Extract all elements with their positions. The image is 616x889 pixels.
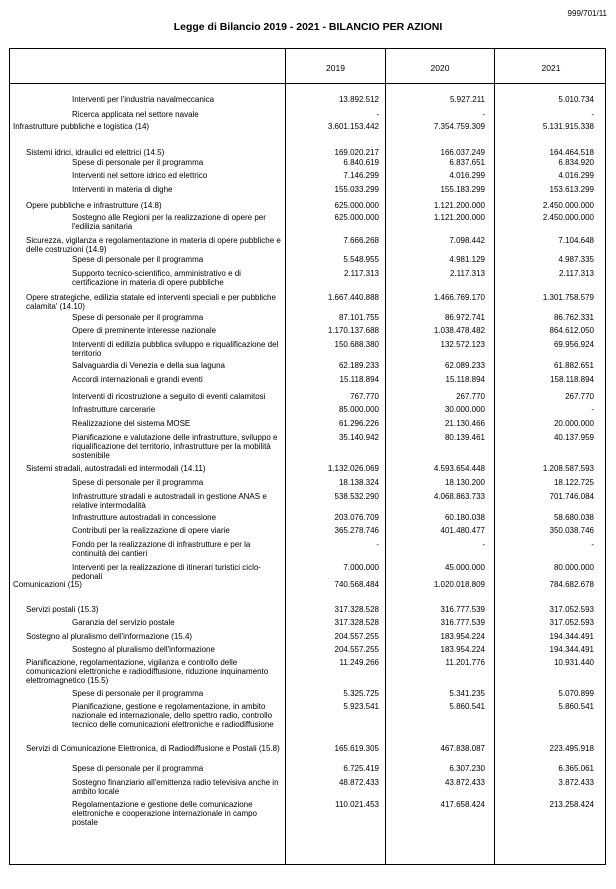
value-2020: 316.777.539 <box>440 605 485 614</box>
row-label: Opere strategiche, edilizia statale ed interventi speciali e per pubbliche calamita' (14.10) <box>26 293 276 311</box>
value-2020: 1.466.769.170 <box>433 293 485 302</box>
row-label: Pianificazione, gestione e regolamentazione, in ambito nazionale ed internazionale, dello spettro radio, controllo tecnico delle comunicazioni elettroniche e radiodiffusione <box>72 702 274 729</box>
value-2020: 5.341.235 <box>449 689 485 698</box>
row-label: Comunicazioni (15) <box>13 580 82 589</box>
value-2019: 5.548.955 <box>343 255 379 264</box>
value-2019: 155.033.299 <box>334 185 379 194</box>
value-2020: 4.016.299 <box>449 171 485 180</box>
value-2021: - <box>591 540 594 549</box>
value-2020: 62.089.233 <box>444 361 485 370</box>
row-label: Spese di personale per il programma <box>72 689 204 698</box>
value-2019: 48.872.433 <box>338 778 379 787</box>
value-2019: 203.076.709 <box>334 513 379 522</box>
row-label: Salvaguardia di Venezia e della sua laguna <box>72 361 226 370</box>
value-2019: 1.132.026.069 <box>327 464 379 473</box>
row-label: Infrastrutture pubbliche e logistica (14) <box>13 122 150 131</box>
document-reference: 999/701/11 <box>567 9 607 18</box>
value-2021: 10.931.440 <box>553 658 594 667</box>
value-2021: 4.016.299 <box>558 171 594 180</box>
value-2021: 701.746.084 <box>549 492 594 501</box>
value-2021: 164.464.518 <box>549 148 594 157</box>
row-label: Interventi di edilizia pubblica sviluppo e riqualificazione del territorio <box>72 340 279 358</box>
value-2021: 3.872.433 <box>558 778 594 787</box>
value-2019: 150.688.380 <box>334 340 379 349</box>
row-label: Accordi internazionali e grandi eventi <box>72 375 203 384</box>
value-2021: 153.613.299 <box>549 185 594 194</box>
value-2021: 350.038.746 <box>549 526 594 535</box>
value-2019: 204.557.255 <box>334 632 379 641</box>
value-2020: 5.860.541 <box>449 702 485 711</box>
row-label: Sistemi stradali, autostradali ed intermodali (14.11) <box>26 464 206 473</box>
row-label: Sostegno al pluralismo dell'informazione (15.4) <box>26 632 193 641</box>
value-2019: 767.770 <box>350 392 379 401</box>
value-2019: 625.000.000 <box>334 213 379 222</box>
row-label: Pianificazione e valutazione delle infrastrutture, sviluppo e riqualificazione del territorio, infrastrutture per la mobilità sostenibile <box>72 433 278 460</box>
value-2019: 7.146.299 <box>343 171 379 180</box>
value-2019: 5.923.541 <box>343 702 379 711</box>
value-2020: 80.139.461 <box>444 433 485 442</box>
value-2021: 6.834.920 <box>558 158 594 167</box>
value-2019: 169.020.217 <box>334 148 379 157</box>
column-divider <box>385 49 386 864</box>
value-2021: 1.208.587.593 <box>542 464 594 473</box>
year-header-2019: 2019 <box>326 63 345 73</box>
value-2020: 155.183.299 <box>440 185 485 194</box>
value-2021: 2.117.313 <box>559 269 594 278</box>
value-2020: 6.837.651 <box>449 158 485 167</box>
year-header-2020: 2020 <box>430 63 450 73</box>
value-2020: 5.927.211 <box>450 95 485 104</box>
row-label: Sicurezza, vigilanza e regolamentazione in materia di opere pubbliche e delle costruzioni (14.9) <box>26 236 281 254</box>
value-2020: 7.098.442 <box>449 236 485 245</box>
row-label: Realizzazione del sistema MOSE <box>72 419 191 428</box>
value-2019: - <box>376 110 379 119</box>
value-2020: 316.777.539 <box>440 618 485 627</box>
column-divider <box>494 49 495 864</box>
value-2020: - <box>482 540 485 549</box>
value-2020: 267.770 <box>456 392 485 401</box>
value-2019: 165.619.305 <box>334 744 379 753</box>
row-label: Opere di preminente interesse nazionale <box>72 326 217 335</box>
value-2021: 58.680.038 <box>553 513 594 522</box>
page-title: Legge di Bilancio 2019 - 2021 - BILANCIO PER AZIONI <box>173 21 443 33</box>
value-2019: 740.568.484 <box>334 580 379 589</box>
value-2020: 18.130.200 <box>444 478 485 487</box>
value-2021: 86.762.331 <box>553 313 594 322</box>
value-2020: 2.117.313 <box>450 269 485 278</box>
row-label: Spese di personale per il programma <box>72 478 204 487</box>
row-label: Infrastrutture carcerarie <box>72 405 156 414</box>
value-2019: 6.840.619 <box>343 158 379 167</box>
value-2020: 1.121.200.000 <box>433 201 485 210</box>
value-2021: 784.682.678 <box>549 580 594 589</box>
value-2021: 1.301.758.579 <box>542 293 594 302</box>
value-2020: 21.130.466 <box>444 419 485 428</box>
value-2019: 110.021.453 <box>335 800 379 809</box>
value-2020: 132.572.123 <box>440 340 485 349</box>
value-2019: 538.532.290 <box>334 492 379 501</box>
row-label: Sostegno alle Regioni per la realizzazione di opere per l'edilizia sanitaria <box>72 213 266 231</box>
value-2019: - <box>376 540 379 549</box>
value-2021: 61.882.651 <box>553 361 594 370</box>
value-2020: 1.121.200.000 <box>433 213 485 222</box>
value-2021: 317.052.593 <box>549 618 594 627</box>
value-2021: 2.450.000.000 <box>542 213 594 222</box>
row-label: Opere pubbliche e infrastrutture (14.8) <box>26 201 162 210</box>
row-label: Interventi per la realizzazione di itinerari turistici ciclo-pedonali <box>72 563 261 581</box>
value-2021: 5.860.541 <box>558 702 594 711</box>
value-2021: 69.956.924 <box>553 340 594 349</box>
row-label: Sostegno al pluralismo dell'informazione <box>72 645 215 654</box>
value-2020: 7.354.759.309 <box>433 122 485 131</box>
row-label: Interventi per l'industria navalmeccanica <box>72 95 215 104</box>
value-2019: 1.170.137.688 <box>327 326 379 335</box>
row-label: Servizi postali (15.3) <box>26 605 99 614</box>
value-2021: 223.495.918 <box>549 744 594 753</box>
value-2019: 61.296.226 <box>338 419 379 428</box>
value-2021: 2.450.000.000 <box>542 201 594 210</box>
value-2020: 11.201.776 <box>445 658 485 667</box>
row-label: Spese di personale per il programma <box>72 158 204 167</box>
value-2021: 213.258.424 <box>549 800 594 809</box>
value-2019: 7.666.268 <box>343 236 379 245</box>
value-2021: 40.137.959 <box>553 433 594 442</box>
value-2021: 194.344.491 <box>549 645 594 654</box>
value-2020: 86.972.741 <box>444 313 485 322</box>
value-2021: - <box>591 110 594 119</box>
value-2019: 18.138.324 <box>338 478 379 487</box>
value-2021: 5.131.915.338 <box>542 122 594 131</box>
row-label: Spese di personale per il programma <box>72 764 204 773</box>
value-2020: 4.981.129 <box>449 255 485 264</box>
value-2020: 43.872.433 <box>444 778 485 787</box>
value-2021: 5.010.734 <box>558 95 594 104</box>
value-2019: 2.117.313 <box>344 269 379 278</box>
value-2021: 7.104.648 <box>558 236 594 245</box>
value-2020: 6.307.230 <box>449 764 485 773</box>
value-2021: 158.118.894 <box>550 375 594 384</box>
row-label: Contributi per la realizzazione di opere viarie <box>72 526 230 535</box>
budget-table <box>9 48 606 865</box>
year-header-2021: 2021 <box>541 63 561 73</box>
value-2019: 62.189.233 <box>338 361 379 370</box>
value-2020: 45.000.000 <box>444 563 485 572</box>
value-2019: 3.601.153.442 <box>327 122 379 131</box>
row-label: Spese di personale per il programma <box>72 313 204 322</box>
value-2019: 6.725.419 <box>343 764 379 773</box>
value-2020: 15.118.894 <box>445 375 485 384</box>
value-2021: 80.000.000 <box>553 563 594 572</box>
value-2020: 1.020.018.809 <box>433 580 485 589</box>
value-2020: 467.838.087 <box>440 744 485 753</box>
value-2020: 4.068.863.733 <box>433 492 485 501</box>
value-2021: 6.365.061 <box>558 764 594 773</box>
value-2019: 365.278.746 <box>334 526 379 535</box>
value-2019: 317.328.528 <box>334 605 379 614</box>
value-2019: 5.325.725 <box>343 689 379 698</box>
value-2021: 194.344.491 <box>549 632 594 641</box>
row-label: Pianificazione, regolamentazione, vigilanza e controllo delle comunicazioni elettroniche e radiodiffusione, riduzione inquinamento elettromagnetico (15.5) <box>26 658 269 685</box>
value-2019: 317.328.528 <box>334 618 379 627</box>
value-2020: 30.000.000 <box>444 405 485 414</box>
row-label: Spese di personale per il programma <box>72 255 204 264</box>
value-2020: 417.658.424 <box>440 800 485 809</box>
value-2021: 20.000.000 <box>553 419 594 428</box>
row-label: Garanzia del servizio postale <box>72 618 175 627</box>
row-label: Sostegno finanziario all'emittenza radio televisiva anche in ambito locale <box>72 778 279 796</box>
row-label: Interventi in materia di dighe <box>72 185 173 194</box>
value-2019: 85.000.000 <box>338 405 379 414</box>
row-label: Infrastrutture stradali e autostradali in gestione ANAS e relative intermodalità <box>72 492 267 510</box>
value-2020: 166.037.249 <box>440 148 485 157</box>
value-2019: 13.892.512 <box>338 95 379 104</box>
value-2020: 60.180.038 <box>444 513 485 522</box>
value-2021: 864.612.050 <box>549 326 594 335</box>
value-2019: 7.000.000 <box>343 563 379 572</box>
value-2021: - <box>591 405 594 414</box>
value-2020: 4.593.654.448 <box>433 464 485 473</box>
value-2020: - <box>482 110 485 119</box>
value-2019: 35.140.942 <box>338 433 379 442</box>
row-label: Interventi nel settore idrico ed elettrico <box>72 171 208 180</box>
value-2020: 1.038.478.482 <box>433 326 485 335</box>
value-2019: 204.557.255 <box>334 645 379 654</box>
row-label: Sistemi idrici, idraulici ed elettrici (14.5) <box>26 148 165 157</box>
value-2021: 5.070.899 <box>558 689 594 698</box>
value-2019: 87.101.755 <box>338 313 379 322</box>
value-2019: 15.118.894 <box>339 375 379 384</box>
row-label: Fondo per la realizzazione di infrastrutture e per la continuità dei cantieri <box>72 540 251 558</box>
value-2020: 183.954.224 <box>440 645 485 654</box>
value-2019: 11.249.266 <box>339 658 379 667</box>
row-label: Infrastrutture autostradali in concessione <box>72 513 217 522</box>
header-divider <box>10 83 605 84</box>
value-2020: 183.954.224 <box>440 632 485 641</box>
value-2019: 625.000.000 <box>334 201 379 210</box>
value-2021: 18.122.725 <box>553 478 594 487</box>
row-label: Interventi di ricostruzione a seguito di eventi calamitosi <box>72 392 266 401</box>
value-2021: 4.987.335 <box>558 255 594 264</box>
row-label: Ricerca applicata nel settore navale <box>72 110 199 119</box>
value-2020: 401.480.477 <box>440 526 485 535</box>
value-2021: 317.052.593 <box>549 605 594 614</box>
row-label: Servizi di Comunicazione Elettronica, di Radiodiffusione e Postali (15.8) <box>26 744 280 753</box>
value-2019: 1.667.440.888 <box>327 293 379 302</box>
value-2021: 267.770 <box>565 392 594 401</box>
row-label: Supporto tecnico-scientifico, amministrativo e di certificazione in materia di opere pubbliche <box>72 269 241 287</box>
row-label: Regolamentazione e gestione delle comunicazione elettroniche e cooperazione internazionale in campo postale <box>72 800 258 827</box>
